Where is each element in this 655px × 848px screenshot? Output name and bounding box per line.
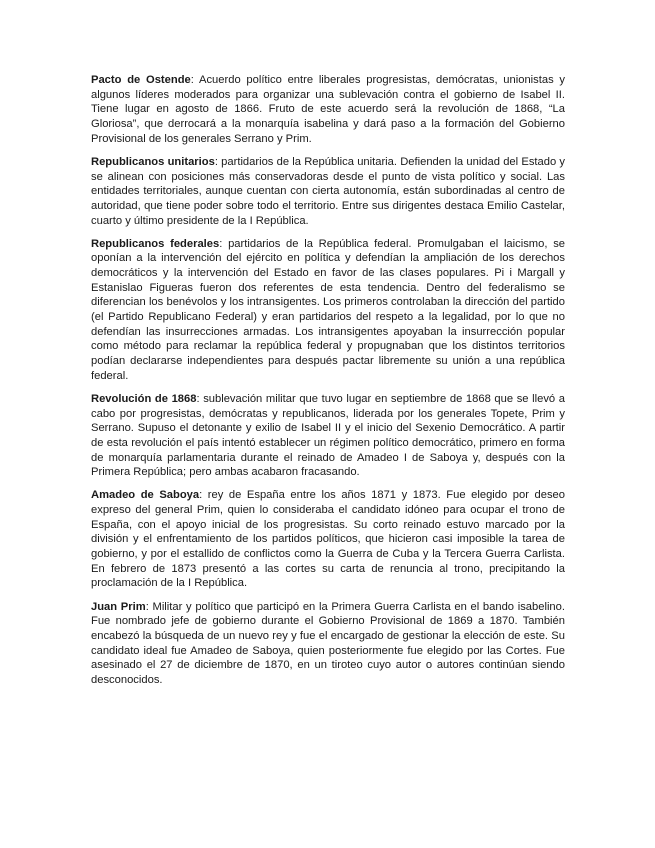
entry-term: Amadeo de Saboya (91, 489, 200, 502)
entry-definition: : rey de España entre los años 1871 y 1873. Fue elegido por deseo expreso del general Prim, quien lo consideraba el candidato idóneo para ocupar el trono de España, con el apoyo inicial de los progresistas. Su corto reinado estuvo marcado por la división y el enfrentamiento de los partidos políticos, que hicieron casi imposible la tarea de gobierno, y por el estallido de conflictos como la Guerra de Cuba y la Tercera Guerra Carlista. En febrero de 1873 presentó a las cortes su carta de renuncia al trono, precipitando la proclamación de la I República. (91, 489, 565, 590)
entry-definition: : partidarios de la República unitaria. Defienden la unidad del Estado y se alinean con posiciones más conservadoras desde el punto de vista político y social. Las entidades territoriales, aunque cuentan con cierta autonomía, están subordinadas al centro de autoridad, que tiene poder sobre todo el territorio. Entre sus dirigentes destaca Emilio Castelar, cuarto y último presidente de la I República. (91, 155, 566, 227)
entry-term: Juan Prim (91, 600, 146, 613)
entry-definition: : partidarios de la República federal. Promulgaban el laicismo, se oponían a la intervención del ejército en política y defendían la ampliación de los derechos democráticos y la intervención del Estado en favor de las clases populares. Pi i Margall y Estanislao Figueras fueron dos referentes de esta tendencia. Dentro del federalismo se diferencian los benévolos y los intransigentes. Los primeros controlaban la dirección del partido (el Partido Republicano Federal) y eran partidarios del respeto a la legalidad, por lo que no defendían las insurrecciones armadas. Los intransigentes apoyaban la insurrección popular como método para reclamar la república federal y propugnaban que los distintos territorios podían declararse independientes para después pactar libremente su unión a una república federal. (91, 237, 566, 382)
entry-term: Pacto de Ostende (91, 74, 191, 86)
entry-definition: : sublevación militar que tuvo lugar en septiembre de 1868 que se llevó a cabo por progresistas, demócratas y republicanos, liderada por los generales Topete, Prim y Serrano. Supuso el detonante y exilio de Isabel II y el inicio del Sexenio Democrático. A partir de esta revolución el país intentó establecer un régimen político democrático, primero en forma de monarquía parlamentaria durante el reinado de Amadeo I de Saboya y, después con la Primera República; pero ambas acabaron fracasando. (91, 392, 565, 479)
entry-term: Revolución de 1868 (91, 392, 197, 405)
entry-term: Republicanos unitarios (91, 155, 215, 168)
document-page (91, 73, 565, 696)
entry-definition: : Militar y político que participó en la Primera Guerra Carlista en el bando isabelino. Fue nombrado jefe de gobierno durante el Gobierno Provisional de 1869 a 1870. También encabezó la búsqueda de un nuevo rey y fue el encargado de gestionar la elección de este. Su candidato ideal fue Amadeo de Saboya, quien posteriormente fue elegido por las Cortes. Fue asesinado el 27 de diciembre de 1870, en un tiroteo cuyo autor o autores continúan siendo desconocidos. (91, 600, 565, 686)
entry-juan-prim (91, 600, 565, 688)
entry-pacto-de-ostende (91, 73, 565, 146)
entry-revolucion-1868 (91, 392, 565, 480)
entry-definition: : Acuerdo político entre liberales progresistas, demócratas, unionistas y algunos líderes moderados para organizar una sublevación contra el gobierno de Isabel II. Tiene lugar en agosto de 1866. Fruto de este acuerdo será la revolución de 1868, “La Gloriosa”, que derrocará a la monarquía isabelina y dará paso a la formación del Gobierno Provisional de los generales Serrano y Prim. (91, 74, 565, 145)
entry-republicanos-federales (91, 237, 565, 384)
entry-republicanos-unitarios (91, 155, 565, 228)
entry-term: Republicanos federales (91, 237, 220, 250)
entry-amadeo-de-saboya (91, 488, 565, 591)
